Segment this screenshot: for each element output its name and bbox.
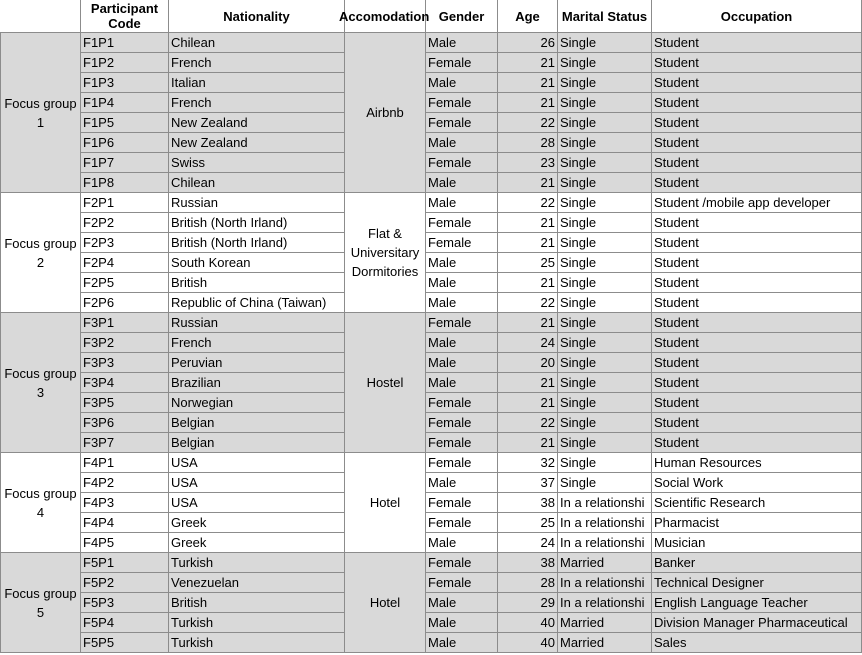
nationality-cell: Turkish xyxy=(169,613,345,633)
nationality-cell: Swiss xyxy=(169,153,345,173)
gender-cell: Female xyxy=(426,233,498,253)
table-row xyxy=(1,593,862,613)
nationality-cell: USA xyxy=(169,493,345,513)
participant-code-cell: F1P5 xyxy=(81,113,169,133)
nationality-cell: South Korean xyxy=(169,253,345,273)
participant-code-cell: F4P2 xyxy=(81,473,169,493)
accommodation-cell: Hotel xyxy=(345,453,426,553)
age-cell: 22 xyxy=(498,413,558,433)
nationality-cell: Greek xyxy=(169,513,345,533)
participant-code-cell: F3P5 xyxy=(81,393,169,413)
table-row xyxy=(1,213,862,233)
gender-cell: Female xyxy=(426,393,498,413)
participant-code-cell: F1P8 xyxy=(81,173,169,193)
age-cell: 23 xyxy=(498,153,558,173)
nationality-cell: Venezuelan xyxy=(169,573,345,593)
gender-cell: Female xyxy=(426,113,498,133)
gender-cell: Male xyxy=(426,353,498,373)
gender-cell: Female xyxy=(426,93,498,113)
age-cell: 21 xyxy=(498,233,558,253)
nationality-cell: Turkish xyxy=(169,633,345,653)
occupation-cell: Student xyxy=(652,133,862,153)
marital-status-cell: In a relationshi xyxy=(558,493,652,513)
gender-cell: Male xyxy=(426,33,498,53)
nationality-cell: Belgian xyxy=(169,433,345,453)
nationality-cell: Russian xyxy=(169,193,345,213)
age-cell: 21 xyxy=(498,313,558,333)
nationality-cell: British (North Irland) xyxy=(169,233,345,253)
nationality-cell: Peruvian xyxy=(169,353,345,373)
table-row xyxy=(1,193,862,213)
participant-code-cell: F4P5 xyxy=(81,533,169,553)
table-row xyxy=(1,473,862,493)
participant-code-cell: F1P7 xyxy=(81,153,169,173)
age-cell: 37 xyxy=(498,473,558,493)
gender-cell: Male xyxy=(426,193,498,213)
header-participant-code: Participant Code xyxy=(81,0,169,33)
header-accommodation-label: Accomodation xyxy=(339,8,430,24)
nationality-cell: Greek xyxy=(169,533,345,553)
age-cell: 32 xyxy=(498,453,558,473)
occupation-cell: Student xyxy=(652,233,862,253)
table-row xyxy=(1,373,862,393)
nationality-cell: Belgian xyxy=(169,413,345,433)
age-cell: 22 xyxy=(498,293,558,313)
age-cell: 28 xyxy=(498,133,558,153)
gender-cell: Male xyxy=(426,253,498,273)
age-cell: 24 xyxy=(498,333,558,353)
gender-cell: Male xyxy=(426,373,498,393)
occupation-cell: Student xyxy=(652,433,862,453)
participant-code-cell: F5P5 xyxy=(81,633,169,653)
participant-code-cell: F5P4 xyxy=(81,613,169,633)
gender-cell: Female xyxy=(426,573,498,593)
gender-cell: Male xyxy=(426,173,498,193)
occupation-cell: Pharmacist xyxy=(652,513,862,533)
gender-cell: Female xyxy=(426,513,498,533)
marital-status-cell: In a relationshi xyxy=(558,593,652,613)
age-cell: 21 xyxy=(498,213,558,233)
nationality-cell: Italian xyxy=(169,73,345,93)
occupation-cell: Student xyxy=(652,173,862,193)
marital-status-cell: Single xyxy=(558,353,652,373)
nationality-cell: New Zealand xyxy=(169,133,345,153)
header-group xyxy=(1,0,81,33)
table-body xyxy=(1,33,862,653)
participant-code-cell: F1P2 xyxy=(81,53,169,73)
marital-status-cell: Single xyxy=(558,373,652,393)
occupation-cell: Student xyxy=(652,373,862,393)
focus-group-label: Focus group 1 xyxy=(1,33,81,193)
nationality-cell: New Zealand xyxy=(169,113,345,133)
table-row xyxy=(1,513,862,533)
participant-code-cell: F1P3 xyxy=(81,73,169,93)
marital-status-cell: Single xyxy=(558,393,652,413)
gender-cell: Female xyxy=(426,213,498,233)
marital-status-cell: In a relationshi xyxy=(558,513,652,533)
age-cell: 25 xyxy=(498,513,558,533)
occupation-cell: Student xyxy=(652,353,862,373)
gender-cell: Female xyxy=(426,453,498,473)
marital-status-cell: Single xyxy=(558,453,652,473)
age-cell: 21 xyxy=(498,93,558,113)
participant-code-cell: F1P1 xyxy=(81,33,169,53)
age-cell: 40 xyxy=(498,633,558,653)
age-cell: 21 xyxy=(498,53,558,73)
table-row xyxy=(1,353,862,373)
participant-code-cell: F2P6 xyxy=(81,293,169,313)
age-cell: 21 xyxy=(498,393,558,413)
participant-code-cell: F2P2 xyxy=(81,213,169,233)
occupation-cell: Division Manager Pharmaceutical xyxy=(652,613,862,633)
gender-cell: Male xyxy=(426,473,498,493)
participant-code-cell: F1P6 xyxy=(81,133,169,153)
participant-code-cell: F3P3 xyxy=(81,353,169,373)
table-row xyxy=(1,493,862,513)
nationality-cell: Turkish xyxy=(169,553,345,573)
occupation-cell: Student xyxy=(652,413,862,433)
nationality-cell: Russian xyxy=(169,313,345,333)
marital-status-cell: Single xyxy=(558,53,652,73)
header-marital-status: Marital Status xyxy=(558,0,652,33)
participant-code-cell: F3P1 xyxy=(81,313,169,333)
table-row xyxy=(1,273,862,293)
marital-status-cell: Single xyxy=(558,433,652,453)
participant-code-cell: F2P4 xyxy=(81,253,169,273)
table-row xyxy=(1,333,862,353)
header-nationality: Nationality xyxy=(169,0,345,33)
gender-cell: Female xyxy=(426,553,498,573)
table-row xyxy=(1,533,862,553)
marital-status-cell: Single xyxy=(558,273,652,293)
gender-cell: Female xyxy=(426,153,498,173)
participant-code-cell: F3P7 xyxy=(81,433,169,453)
gender-cell: Male xyxy=(426,593,498,613)
accommodation-cell: Hostel xyxy=(345,313,426,453)
nationality-cell: French xyxy=(169,333,345,353)
marital-status-cell: Single xyxy=(558,133,652,153)
nationality-cell: Norwegian xyxy=(169,393,345,413)
age-cell: 40 xyxy=(498,613,558,633)
table-row xyxy=(1,133,862,153)
participant-code-cell: F2P1 xyxy=(81,193,169,213)
occupation-cell: Student xyxy=(652,293,862,313)
marital-status-cell: Single xyxy=(558,313,652,333)
age-cell: 28 xyxy=(498,573,558,593)
focus-group-label: Focus group 4 xyxy=(1,453,81,553)
marital-status-cell: Married xyxy=(558,633,652,653)
gender-cell: Male xyxy=(426,273,498,293)
participant-code-cell: F4P1 xyxy=(81,453,169,473)
age-cell: 24 xyxy=(498,533,558,553)
table-row xyxy=(1,173,862,193)
marital-status-cell: Single xyxy=(558,193,652,213)
occupation-cell: Human Resources xyxy=(652,453,862,473)
marital-status-cell: Single xyxy=(558,213,652,233)
table-row xyxy=(1,393,862,413)
occupation-cell: Musician xyxy=(652,533,862,553)
participant-code-cell: F2P3 xyxy=(81,233,169,253)
occupation-cell: English Language Teacher xyxy=(652,593,862,613)
table-row xyxy=(1,253,862,273)
marital-status-cell: Single xyxy=(558,33,652,53)
participant-code-cell: F5P2 xyxy=(81,573,169,593)
participant-code-cell: F4P3 xyxy=(81,493,169,513)
accommodation-cell: Flat & Universitary Dormitories xyxy=(345,193,426,313)
marital-status-cell: Single xyxy=(558,113,652,133)
table-row xyxy=(1,553,862,573)
focus-group-label: Focus group 2 xyxy=(1,193,81,313)
gender-cell: Female xyxy=(426,313,498,333)
age-cell: 38 xyxy=(498,553,558,573)
gender-cell: Female xyxy=(426,413,498,433)
gender-cell: Male xyxy=(426,633,498,653)
table-row xyxy=(1,453,862,473)
age-cell: 20 xyxy=(498,353,558,373)
marital-status-cell: Single xyxy=(558,293,652,313)
focus-group-label: Focus group 3 xyxy=(1,313,81,453)
age-cell: 21 xyxy=(498,273,558,293)
occupation-cell: Student xyxy=(652,93,862,113)
nationality-cell: British (North Irland) xyxy=(169,213,345,233)
gender-cell: Male xyxy=(426,293,498,313)
header-gender: Gender xyxy=(426,0,498,33)
gender-cell: Female xyxy=(426,433,498,453)
nationality-cell: French xyxy=(169,93,345,113)
age-cell: 21 xyxy=(498,373,558,393)
gender-cell: Female xyxy=(426,53,498,73)
marital-status-cell: Single xyxy=(558,253,652,273)
occupation-cell: Technical Designer xyxy=(652,573,862,593)
marital-status-cell: Single xyxy=(558,333,652,353)
participant-code-cell: F4P4 xyxy=(81,513,169,533)
nationality-cell: British xyxy=(169,593,345,613)
table-row xyxy=(1,33,862,53)
occupation-cell: Banker xyxy=(652,553,862,573)
occupation-cell: Student xyxy=(652,393,862,413)
occupation-cell: Student xyxy=(652,253,862,273)
gender-cell: Male xyxy=(426,533,498,553)
table-row xyxy=(1,53,862,73)
age-cell: 29 xyxy=(498,593,558,613)
gender-cell: Male xyxy=(426,73,498,93)
header-row xyxy=(1,0,862,33)
age-cell: 22 xyxy=(498,193,558,213)
nationality-cell: British xyxy=(169,273,345,293)
accommodation-cell: Hotel xyxy=(345,553,426,653)
occupation-cell: Student xyxy=(652,213,862,233)
marital-status-cell: Single xyxy=(558,413,652,433)
participant-code-cell: F2P5 xyxy=(81,273,169,293)
marital-status-cell: In a relationshi xyxy=(558,533,652,553)
nationality-cell: French xyxy=(169,53,345,73)
age-cell: 22 xyxy=(498,113,558,133)
marital-status-cell: In a relationshi xyxy=(558,573,652,593)
age-cell: 26 xyxy=(498,33,558,53)
age-cell: 38 xyxy=(498,493,558,513)
table-row xyxy=(1,433,862,453)
gender-cell: Male xyxy=(426,333,498,353)
gender-cell: Male xyxy=(426,133,498,153)
table-row xyxy=(1,573,862,593)
participant-code-cell: F3P6 xyxy=(81,413,169,433)
focus-group-label: Focus group 5 xyxy=(1,553,81,653)
header-accommodation xyxy=(339,0,430,33)
header-age: Age xyxy=(498,0,558,33)
table-row xyxy=(1,233,862,253)
age-cell: 21 xyxy=(498,433,558,453)
marital-status-cell: Single xyxy=(558,233,652,253)
table-row xyxy=(1,153,862,173)
table-row xyxy=(1,613,862,633)
table-row xyxy=(1,313,862,333)
occupation-cell: Student xyxy=(652,33,862,53)
marital-status-cell: Single xyxy=(558,73,652,93)
table-row xyxy=(1,113,862,133)
participant-code-cell: F3P4 xyxy=(81,373,169,393)
table-row xyxy=(1,93,862,113)
gender-cell: Female xyxy=(426,493,498,513)
occupation-cell: Student xyxy=(652,53,862,73)
occupation-cell: Student xyxy=(652,333,862,353)
occupation-cell: Student xyxy=(652,113,862,133)
occupation-cell: Social Work xyxy=(652,473,862,493)
participant-code-cell: F5P3 xyxy=(81,593,169,613)
marital-status-cell: Single xyxy=(558,93,652,113)
nationality-cell: USA xyxy=(169,453,345,473)
marital-status-cell: Single xyxy=(558,153,652,173)
accommodation-cell: Airbnb xyxy=(345,33,426,193)
nationality-cell: Brazilian xyxy=(169,373,345,393)
occupation-cell: Student xyxy=(652,273,862,293)
marital-status-cell: Married xyxy=(558,613,652,633)
occupation-cell: Sales xyxy=(652,633,862,653)
nationality-cell: Republic of China (Taiwan) xyxy=(169,293,345,313)
occupation-cell: Student xyxy=(652,313,862,333)
gender-cell: Male xyxy=(426,613,498,633)
marital-status-cell: Single xyxy=(558,173,652,193)
age-cell: 25 xyxy=(498,253,558,273)
table-row xyxy=(1,413,862,433)
marital-status-cell: Single xyxy=(558,473,652,493)
nationality-cell: Chilean xyxy=(169,173,345,193)
participant-code-cell: F5P1 xyxy=(81,553,169,573)
table-row xyxy=(1,73,862,93)
occupation-cell: Student xyxy=(652,153,862,173)
header-occupation: Occupation xyxy=(652,0,862,33)
age-cell: 21 xyxy=(498,173,558,193)
marital-status-cell: Married xyxy=(558,553,652,573)
nationality-cell: USA xyxy=(169,473,345,493)
table-row xyxy=(1,633,862,653)
table-row xyxy=(1,293,862,313)
occupation-cell: Scientific Research xyxy=(652,493,862,513)
nationality-cell: Chilean xyxy=(169,33,345,53)
participant-code-cell: F3P2 xyxy=(81,333,169,353)
occupation-cell: Student /mobile app developer xyxy=(652,193,862,213)
participant-code-cell: F1P4 xyxy=(81,93,169,113)
age-cell: 21 xyxy=(498,73,558,93)
occupation-cell: Student xyxy=(652,73,862,93)
